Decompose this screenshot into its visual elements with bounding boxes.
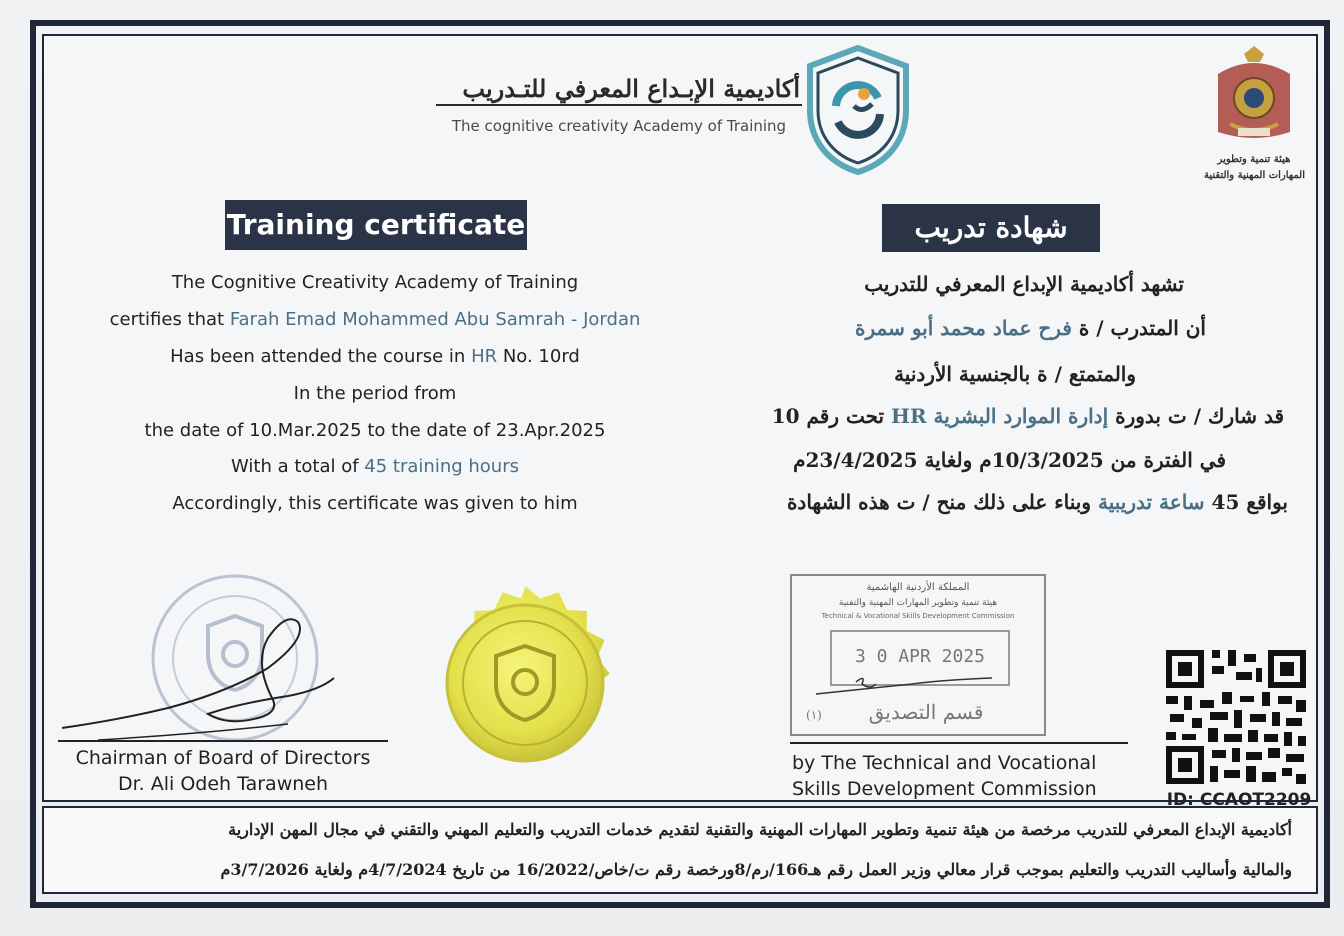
ar-course-number: تحت رقم 10 bbox=[771, 404, 892, 428]
academy-shield-logo-icon bbox=[806, 44, 910, 176]
authentication-stamp bbox=[790, 574, 1046, 736]
emblem-caption-line1: هيئة تنمية وتطوير bbox=[1217, 154, 1291, 165]
ar-line-3: والمتمتع / ة بالجنسية الأردنية bbox=[894, 362, 1136, 386]
title-ar: شهادة تدريب bbox=[882, 204, 1100, 252]
en-line-4: In the period from bbox=[293, 383, 457, 404]
en-course-number: No. 10rd bbox=[497, 346, 580, 367]
en-line-1: The Cognitive Creativity Academy of Training bbox=[171, 272, 579, 293]
qr-code-icon bbox=[1164, 648, 1308, 786]
gold-seal-icon bbox=[414, 572, 636, 794]
emblem-caption-line2: المهارات المهنية والتقنية bbox=[1204, 170, 1305, 181]
en-certifies-text: certifies that bbox=[109, 309, 230, 330]
en-hours-prefix: With a total of bbox=[231, 456, 365, 477]
signature-line bbox=[58, 740, 388, 742]
title-en: Training certificate bbox=[225, 200, 527, 250]
stamp-line-3: Technical & Vocational Skills Development Commission bbox=[821, 612, 1015, 620]
ar-hours-prefix: بواقع 45 bbox=[1204, 490, 1288, 514]
signer-name: Dr. Ali Odeh Tarawneh bbox=[117, 773, 329, 795]
stamp-date: 3 0 APR 2025 bbox=[854, 646, 986, 667]
en-course-prefix: Has been attended the course in bbox=[170, 346, 472, 367]
ar-line-6 bbox=[648, 490, 1288, 514]
ar-line-1: تشهد أكاديمية الإبداع المعرفي للتدريب bbox=[864, 272, 1184, 296]
stamp-initial-mark-icon bbox=[812, 670, 1012, 700]
trainee-name-ar: فرح عماد محمد أبو سمرة bbox=[855, 316, 1072, 340]
footer-line-2: والمالية وأساليب التدريب والتعليم بموجب قرار معالي وزير العمل رقم هـ166/رم/8ورخصة رقم ت/خاص/16/2022 من تاريخ 4/7/2024م ولغاية 3/7/2026م bbox=[220, 860, 1292, 879]
logo-divider bbox=[436, 104, 802, 106]
handwritten-signature-icon bbox=[58, 608, 348, 748]
stamp-department: قسم التصديق bbox=[868, 700, 984, 724]
en-line-7: Accordingly, this certificate was given to him bbox=[172, 493, 578, 514]
ar-hours-suffix: وبناء على ذلك منح / ت هذه الشهادة bbox=[786, 490, 1098, 514]
course-name-ar: إدارة الموارد البشرية HR bbox=[891, 404, 1109, 428]
ar-line-5: في الفترة من 10/3/2025م ولغاية 23/4/2025م bbox=[793, 448, 1226, 472]
stamp-line-2: هيئة تنمية وتطوير المهارات المهنية والتقنية bbox=[838, 598, 998, 608]
footer-line-1: أكاديمية الإبداع المعرفي للتدريب مرخصة من هيئة تنمية وتطوير المهارات المهنية والتقنية لتقديم خدمات التدريب والتعليم المهني والتقني في مجال المهن الإدارية bbox=[228, 820, 1292, 839]
ar-line-4 bbox=[684, 404, 1284, 428]
training-hours-en: 45 training hours bbox=[364, 456, 519, 477]
ar-trainee-prefix: أن المتدرب / ة bbox=[1071, 316, 1206, 340]
ar-course-prefix: قد شارك / ت بدورة bbox=[1108, 404, 1284, 428]
en-line-6 bbox=[80, 456, 670, 477]
trainee-name-en: Farah Emad Mohammed Abu Samrah - Jordan bbox=[229, 309, 641, 330]
jordan-coat-of-arms-icon bbox=[1208, 44, 1300, 148]
stamp-line-1: المملكة الأردنية الهاشمية bbox=[866, 582, 970, 593]
training-hours-ar: ساعة تدريبية bbox=[1098, 490, 1205, 514]
stamp-department-number: (١) bbox=[806, 708, 822, 722]
signer-role: Chairman of Board of Directors bbox=[75, 747, 371, 769]
ar-line-2 bbox=[606, 316, 1206, 340]
academy-name-en: The cognitive creativity Academy of Training bbox=[451, 117, 787, 135]
commission-line-1: by The Technical and Vocational bbox=[792, 752, 1097, 774]
commission-line bbox=[790, 742, 1128, 744]
certificate-id: ID: CCAOT2209 bbox=[1166, 790, 1312, 810]
academy-name-ar: أكاديمية الإبـداع المعرفي للتـدريب bbox=[462, 74, 800, 103]
course-name-en: HR bbox=[471, 346, 498, 367]
en-line-5: the date of 10.Mar.2025 to the date of 23.Apr.2025 bbox=[144, 420, 606, 441]
en-line-2 bbox=[80, 309, 670, 330]
commission-line-2: Skills Development Commission bbox=[792, 778, 1097, 800]
